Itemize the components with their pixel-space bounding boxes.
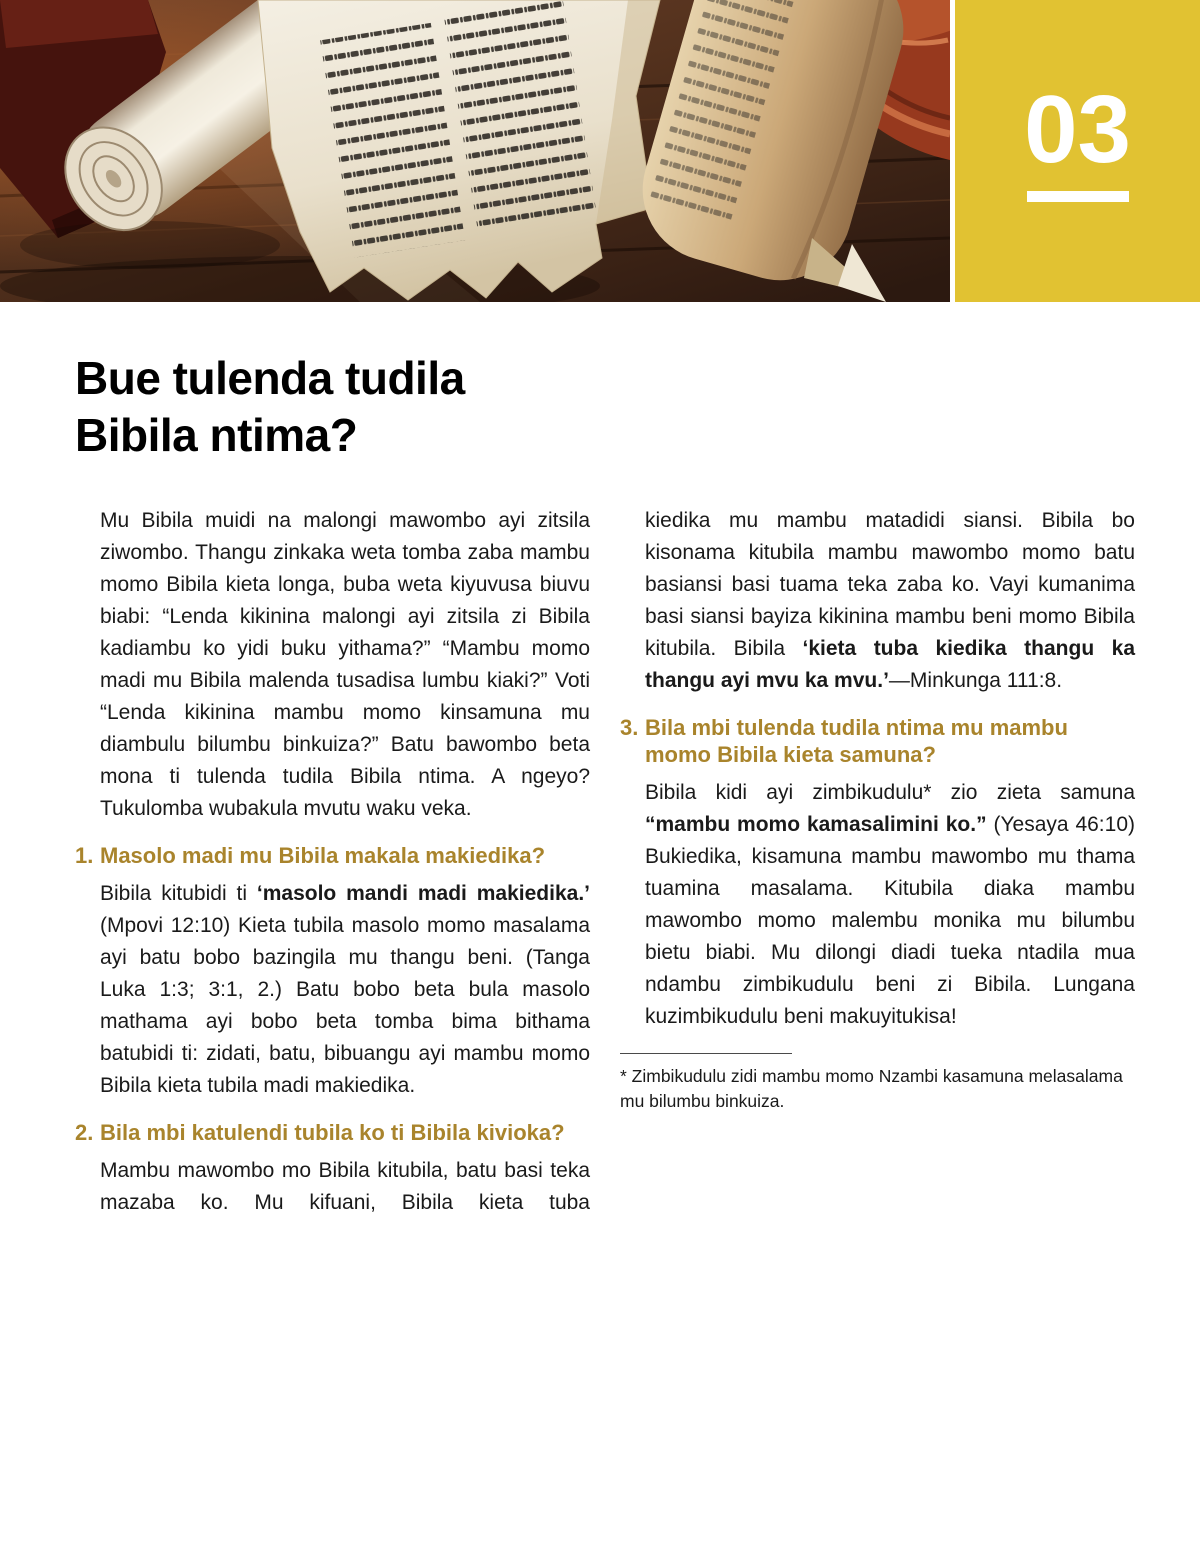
- footnote-text: * Zimbikudulu zidi mambu momo Nzambi kasamuna melasalama mu bilumbu binkuiza.: [620, 1066, 1123, 1111]
- text-segment: Mambu mawombo mo Bibila kitubila, batu basi teka mazaba ko. Mu kifuani, Bibila kieta tuba: [100, 1159, 590, 1214]
- title-line-2: Bibila ntima?: [75, 409, 358, 461]
- footnote: [620, 1053, 1135, 1114]
- lesson-badge: [955, 0, 1200, 302]
- scroll-shadow-left: [20, 221, 280, 269]
- body-paragraph: [620, 505, 1135, 697]
- section-heading: [620, 714, 1135, 768]
- title-line-1: Bue tulenda tudila: [75, 352, 465, 404]
- text-segment: kiedika mu mambu matadidi siansi. Bibila bo kisonama kitubila mambu mawombo momo batu basiansi basi tuama teka zaba ko. Vayi kumanima basi siansi bayiza kikinina mambu beni momo Bibila kitubila. Bibila: [645, 509, 1135, 660]
- section-heading-text: Bila mbi tulenda tudila ntima mu mambu momo Bibila kieta samuna?: [645, 715, 1068, 767]
- section-number: 2.: [75, 1120, 94, 1145]
- section-number: 1.: [75, 843, 94, 868]
- text-segment: —Minkunga 111:8.: [888, 669, 1063, 692]
- scrolls-photo-svg: [0, 0, 950, 302]
- footnote-rule: [620, 1053, 792, 1054]
- text-segment: (Yesaya 46:10) Bukiedika, kisamuna mambu mawombo mu thama tuamina masalama. Kitubila diaka mambu mawombo momo malembu monika mu bilumbu bietu biabi. Mu dilongi diadi tueka ntadila mua ndambu zimbikudulu beni zi Bibila. Lungana kuzimbikudulu beni makuyitukisa!: [645, 813, 1135, 1028]
- page-title: [75, 350, 715, 464]
- header-photo: [0, 0, 950, 302]
- section-heading-text: Masolo madi mu Bibila makala makiedika?: [100, 843, 546, 868]
- lesson-number: 03: [1024, 76, 1131, 183]
- text-segment: Mu Bibila muidi na malongi mawombo ayi zitsila ziwombo. Thangu zinkaka weta tomba zaba mambu momo Bibila kieta longa, buba weta kiyuvusa biuvu biabi: “Lenda kikinina malongi ayi zitsila zi Bibila kadiambu ko yidi buku yithama?” “Mambu momo madi mu Bibila malenda tusadisa lumbu kiaki?” Voti “Lenda kikinina mambu momo kinsamuna mu diambulu bilumbu binkuiza?” Batu bawombo beta mona ti tulenda tudila Bibila ntima. A ngeyo? Tukulomba wubakula mvutu waku veka.: [100, 509, 590, 820]
- left-column: [75, 505, 590, 1232]
- bold-text-segment: ‘kieta tuba kiedika thangu ka thangu ayi mvu ka mvu.’: [645, 637, 1135, 692]
- section-number: 3.: [620, 715, 639, 740]
- section-heading-text: Bila mbi katulendi tubila ko ti Bibila kivioka?: [100, 1120, 565, 1145]
- body-paragraph: [620, 777, 1135, 1033]
- article-body: [75, 505, 1135, 1232]
- text-segment: Bibila kitubidi ti: [100, 882, 257, 905]
- text-segment: Bibila kidi ayi zimbikudulu* zio zieta samuna: [645, 781, 1135, 804]
- body-paragraph: [75, 878, 590, 1102]
- body-paragraph: [75, 505, 590, 825]
- section-heading: [75, 842, 590, 869]
- lesson-number-underline: [1027, 191, 1129, 202]
- bold-text-segment: ‘masolo mandi madi makiedika.’: [256, 882, 590, 905]
- section-heading: [75, 1119, 590, 1146]
- bold-text-segment: “mambu momo kamasalimini ko.”: [645, 813, 987, 836]
- right-column: [620, 505, 1135, 1232]
- open-scroll-center: [258, 0, 660, 300]
- text-segment: (Mpovi 12:10) Kieta tubila masolo momo masalama ayi batu bobo bazingila mu thangu beni. (Tanga Luka 1:3; 3:1, 2.) Batu bobo beta bula masolo mathama ayi bobo beta tomba bima bithama batubidi ti: zidati, batu, bibuangu ayi mambu momo Bibila kieta tubila madi makiedika.: [100, 914, 590, 1097]
- body-paragraph: [75, 1155, 590, 1219]
